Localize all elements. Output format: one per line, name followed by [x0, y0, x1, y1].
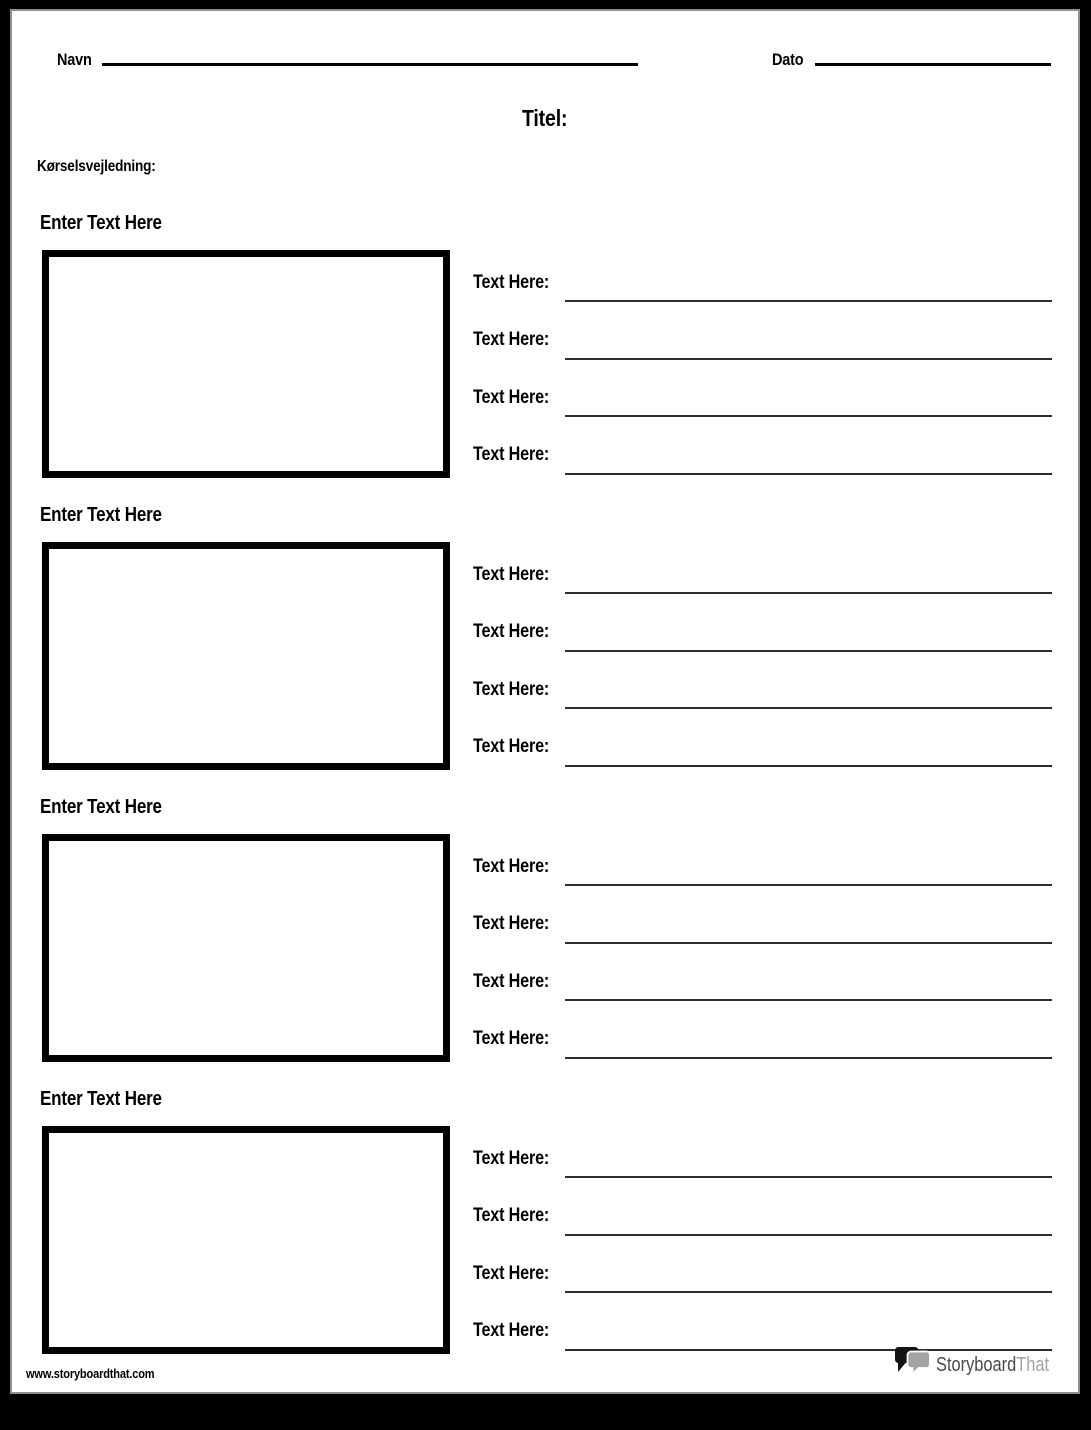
text-here-fill-line[interactable] [565, 1291, 1052, 1293]
text-here-label: Text Here: [473, 1148, 550, 1169]
text-here-fill-line[interactable] [565, 1176, 1052, 1178]
text-here-fill-line[interactable] [565, 415, 1052, 417]
name-label: Navn [57, 50, 92, 69]
image-box[interactable] [42, 1126, 450, 1354]
text-here-fill-line[interactable] [565, 1057, 1052, 1059]
logo-text-storyboard: Storyboard [936, 1353, 1017, 1376]
section [12, 210, 1078, 502]
section-heading[interactable]: Enter Text Here [40, 796, 162, 818]
text-here-fill-line[interactable] [565, 358, 1052, 360]
text-here-fill-line[interactable] [565, 999, 1052, 1001]
speech-bubbles-icon [895, 1347, 931, 1383]
storyboardthat-logo[interactable] [895, 1348, 1074, 1382]
worksheet-page [10, 9, 1080, 1394]
section-heading[interactable]: Enter Text Here [40, 1088, 162, 1110]
text-here-fill-line[interactable] [565, 765, 1052, 767]
section-heading[interactable]: Enter Text Here [40, 212, 162, 234]
text-here-label: Text Here: [473, 1028, 550, 1049]
text-here-label: Text Here: [473, 564, 550, 585]
text-here-label: Text Here: [473, 736, 550, 757]
name-fill-line[interactable] [102, 63, 638, 66]
text-here-label: Text Here: [473, 913, 550, 934]
worksheet-title: Titel: [522, 105, 568, 131]
instructions-label: Kørselsvejledning: [37, 158, 156, 175]
text-here-fill-line[interactable] [565, 1234, 1052, 1236]
image-box[interactable] [42, 834, 450, 1062]
section [12, 502, 1078, 794]
text-here-label: Text Here: [473, 1320, 550, 1341]
text-here-fill-line[interactable] [565, 650, 1052, 652]
website-url: www.storyboardthat.com [26, 1366, 155, 1381]
text-here-fill-line[interactable] [565, 300, 1052, 302]
text-here-label: Text Here: [473, 272, 550, 293]
section-heading[interactable]: Enter Text Here [40, 504, 162, 526]
text-here-fill-line[interactable] [565, 473, 1052, 475]
date-label: Dato [772, 50, 804, 69]
image-box[interactable] [42, 250, 450, 478]
text-here-label: Text Here: [473, 444, 550, 465]
text-here-label: Text Here: [473, 387, 550, 408]
text-here-fill-line[interactable] [565, 884, 1052, 886]
text-here-fill-line[interactable] [565, 942, 1052, 944]
text-here-label: Text Here: [473, 1263, 550, 1284]
image-box[interactable] [42, 542, 450, 770]
text-here-label: Text Here: [473, 1205, 550, 1226]
date-fill-line[interactable] [815, 63, 1051, 66]
text-here-label: Text Here: [473, 971, 550, 992]
text-here-fill-line[interactable] [565, 707, 1052, 709]
text-here-label: Text Here: [473, 856, 550, 877]
logo-text-that: That [1016, 1353, 1050, 1376]
section [12, 1086, 1078, 1378]
text-here-label: Text Here: [473, 679, 550, 700]
text-here-fill-line[interactable] [565, 592, 1052, 594]
text-here-label: Text Here: [473, 329, 550, 350]
text-here-label: Text Here: [473, 621, 550, 642]
section [12, 794, 1078, 1086]
